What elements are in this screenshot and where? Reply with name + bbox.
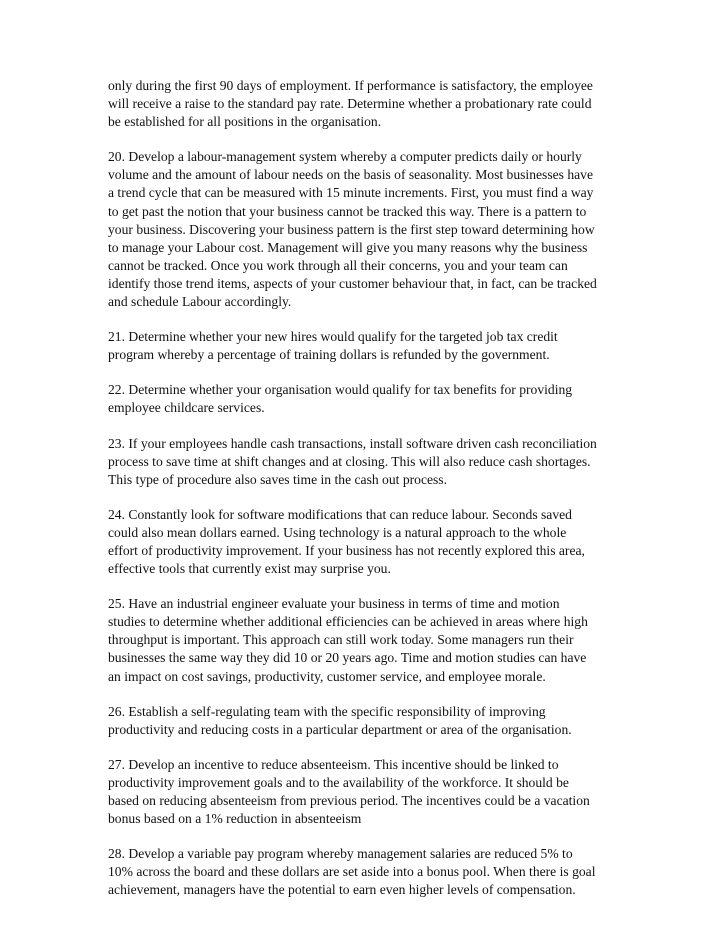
document-page xyxy=(108,77,628,916)
paragraph-item-20: 20. Develop a labour-management system whereby a computer predicts daily or hourly volume and the amount of labour needs on the basis of seasonality. Most businesses have a trend cycle that can be measured with 15 minute increments. First, you must find a way to get past the notion that your business cannot be tracked this way. There is a pattern to your business. Discovering your business pattern is the first step toward determining how to manage your Labour cost. Management will give you many reasons why the business cannot be tracked. Once you work through all their concerns, you and your team can identify those trend items, aspects of your customer behaviour that, in fact, can be tracked and schedule Labour accordingly. xyxy=(108,149,597,310)
paragraph-item-22: 22. Determine whether your organisation would qualify for tax benefits for providing employee childcare services. xyxy=(108,382,573,416)
paragraph-item-21: 21. Determine whether your new hires would qualify for the targeted job tax credit program whereby a percentage of training dollars is refunded by the government. xyxy=(108,329,558,363)
paragraph-item-24: 24. Constantly look for software modifications that can reduce labour. Seconds saved could also mean dollars earned. Using technology is a natural approach to the whole effort of productivity improvement. If your business has not recently explored this area, effective tools that currently exist may surprise you. xyxy=(108,506,585,577)
paragraph-item-23: 23. If your employees handle cash transactions, install software driven cash reconciliation process to save time at shift changes and at closing. This will also reduce cash shortages. This type of procedure also saves time in the cash out process. xyxy=(108,435,597,487)
paragraph-item-25: 25. Have an industrial engineer evaluate your business in terms of time and motion studies to determine whether additional efficiencies can be achieved in areas where high throughput is important. This approach can still work today. Some managers run their businesses the same way they did 10 or 20 years ago. Time and motion studies can have an impact on cost savings, productivity, customer service, and employee morale. xyxy=(108,596,588,684)
paragraph-continuation: only during the first 90 days of employment. If performance is satisfactory, the employee will receive a raise to the standard pay rate. Determine whether a probationary rate could be established for all positions in the organisation. xyxy=(108,78,593,130)
paragraph-item-26: 26. Establish a self-regulating team with the specific responsibility of improving productivity and reducing costs in a particular department or area of the organisation. xyxy=(108,703,572,737)
paragraph-item-28: 28. Develop a variable pay program whereby management salaries are reduced 5% to 10% across the board and these dollars are set aside into a bonus pool. When there is goal achievement, managers have the potential to earn even higher levels of compensation. xyxy=(108,846,596,898)
paragraph-item-27: 27. Develop an incentive to reduce absenteeism. This incentive should be linked to productivity improvement goals and to the availability of the workforce. It should be based on reducing absenteeism from previous period. The incentives could be a vacation bonus based on a 1% reduction in absenteeism xyxy=(108,756,590,827)
